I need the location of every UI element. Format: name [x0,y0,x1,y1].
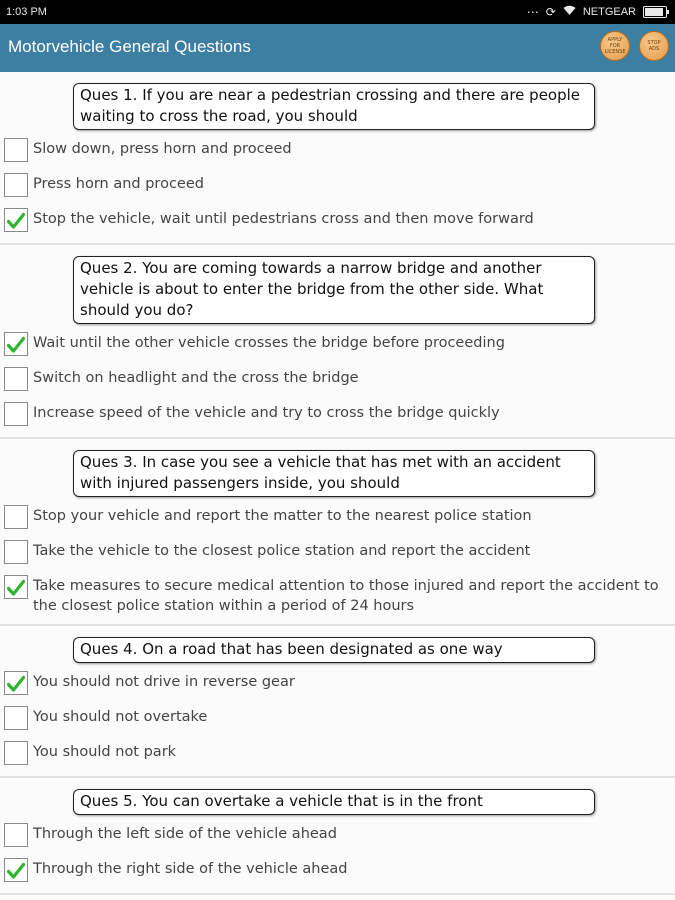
answer-checkbox[interactable] [4,208,28,232]
answer-option[interactable] [0,402,675,429]
page-title: Motorvehicle General Questions [8,37,251,56]
answer-option[interactable] [0,208,675,235]
answer-checkbox[interactable] [4,823,28,847]
check-icon [7,336,25,354]
question-list[interactable] [0,72,675,900]
wifi-icon [563,5,576,18]
answer-option[interactable] [0,858,675,885]
answer-checkbox[interactable] [4,367,28,391]
check-icon [7,675,25,693]
answer-checkbox[interactable] [4,671,28,695]
answer-option[interactable] [0,575,675,616]
answer-option[interactable] [0,173,675,200]
answer-checkbox[interactable] [4,706,28,730]
answer-checkbox[interactable] [4,402,28,426]
answer-checkbox[interactable] [4,505,28,529]
check-icon [7,579,25,597]
question-text: Ques 2. You are coming towards a narrow bridge and another vehicle is about to enter the bridge from the other side. What should you do? [73,256,595,324]
check-icon [7,862,25,880]
answer-text: Switch on headlight and the cross the bridge [33,370,359,386]
question-text: Ques 4. On a road that has been designated as one way [73,637,595,663]
question-block [0,439,675,626]
question-text: Ques 5. You can overtake a vehicle that is in the front [73,789,595,815]
network-name: NETGEAR [582,5,636,18]
answer-text: You should not park [33,744,177,760]
answer-text: You should not drive in reverse gear [33,674,295,690]
more-dots-icon: ⋯ [526,4,539,19]
battery-icon [643,6,667,18]
answer-checkbox[interactable] [4,540,28,564]
question-text: Ques 3. In case you see a vehicle that has met with an accident with injured passengers inside, you should [73,450,595,497]
answer-checkbox[interactable] [4,173,28,197]
answer-checkbox[interactable] [4,858,28,882]
answer-option[interactable] [0,823,675,850]
answer-text: Through the right side of the vehicle ahead [33,861,348,877]
question-block [0,626,675,778]
stop-ads-button[interactable]: STOP ADS [639,31,669,61]
status-bar [0,0,675,24]
answer-checkbox[interactable] [4,575,28,599]
answer-text: Press horn and proceed [33,176,204,192]
answer-option[interactable] [0,505,675,532]
sync-icon: ⟳ [545,4,556,19]
answer-checkbox[interactable] [4,138,28,162]
apply-license-button[interactable]: APPLY FOR LICENSE [600,31,630,61]
question-text: Ques 1. If you are near a pedestrian crossing and there are people waiting to cross the road, you should [73,83,595,130]
answer-text: Stop the vehicle, wait until pedestrians cross and then move forward [33,211,534,227]
answer-text: Slow down, press horn and proceed [33,141,292,157]
answer-option[interactable] [0,706,675,733]
answer-option[interactable] [0,741,675,768]
answer-text: Increase speed of the vehicle and try to cross the bridge quickly [33,405,500,421]
answer-text: Take measures to secure medical attention to those injured and report the accident to the closest police station within a period of 24 hours [33,578,659,614]
status-icons [527,5,667,18]
answer-text: Stop your vehicle and report the matter to the nearest police station [33,508,532,524]
answer-text: Through the left side of the vehicle ahead [33,826,337,842]
answer-option[interactable] [0,367,675,394]
answer-option[interactable] [0,540,675,567]
answer-text: Wait until the other vehicle crosses the bridge before proceeding [33,335,505,351]
answer-checkbox[interactable] [4,332,28,356]
status-time: 1:03 PM [6,6,47,18]
answer-text: You should not overtake [33,709,208,725]
answer-text: Take the vehicle to the closest police station and report the accident [33,543,531,559]
check-icon [7,212,25,230]
question-block [0,72,675,245]
question-block [0,778,675,895]
answer-option[interactable] [0,332,675,359]
answer-option[interactable] [0,138,675,165]
answer-checkbox[interactable] [4,741,28,765]
answer-option[interactable] [0,671,675,698]
app-bar [0,24,675,72]
question-block [0,245,675,439]
